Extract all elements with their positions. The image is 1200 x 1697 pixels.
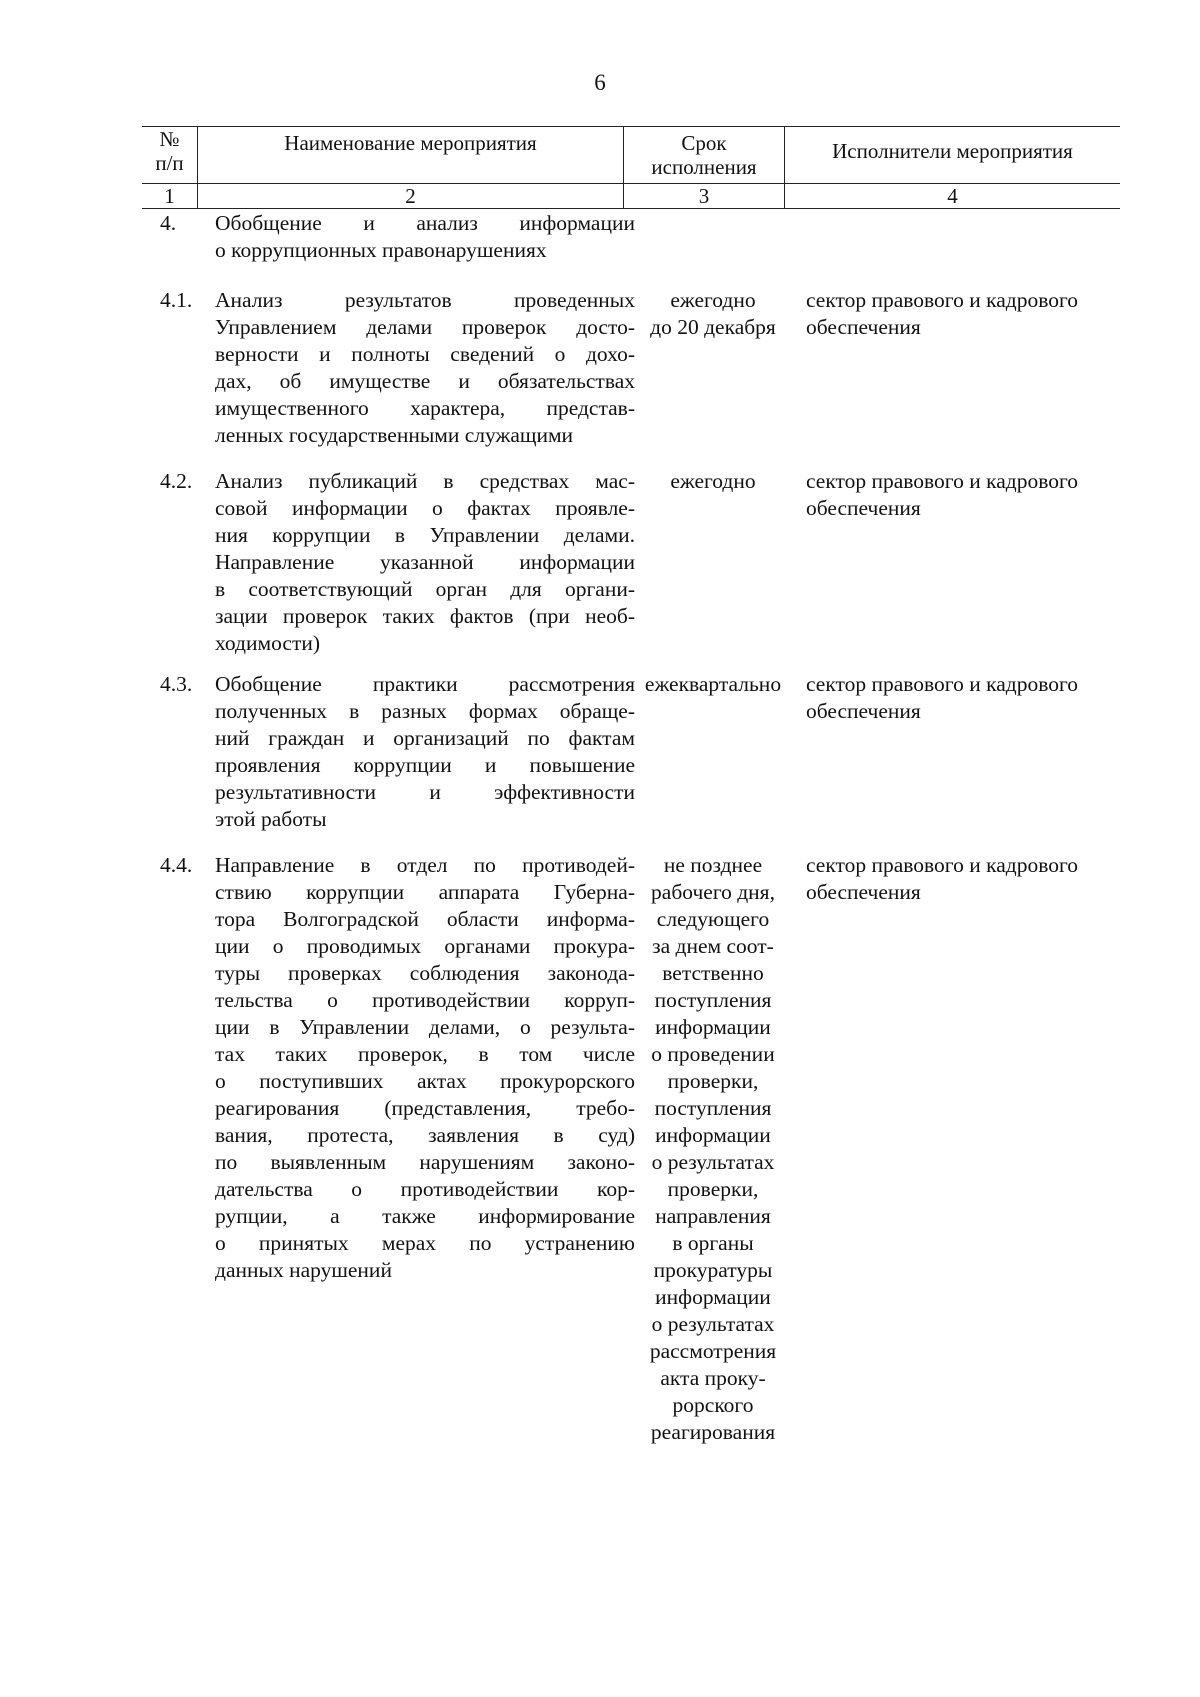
- deadline-line: до 20 декабря: [650, 315, 776, 339]
- activity-name-line: дах, об имуществе и обязательствах: [215, 369, 635, 393]
- row-number: 4.2.: [160, 469, 193, 493]
- activity-name-line: верности и полноты сведений о дохо-: [215, 342, 635, 366]
- activity-name-line: Обобщение практики рассмотрения: [215, 672, 635, 696]
- activity-name-line: Анализ результатов проведенных: [215, 288, 635, 312]
- activity-name-line: рупции, а также информирование: [215, 1204, 635, 1228]
- deadline-line: проверки,: [667, 1177, 759, 1201]
- header-col-name: [198, 127, 624, 184]
- activity-name-line: ции в Управлении делами, о результа-: [215, 1015, 635, 1039]
- activity-name-line: тах таких проверок, в том числе: [215, 1042, 635, 1066]
- activity-name-line: совой информации о фактах проявле-: [215, 496, 635, 520]
- header-colnum-1: 1: [142, 184, 198, 209]
- activity-name-line: в соответствующий орган для органи-: [215, 577, 635, 601]
- deadline-line: за днем соот-: [652, 934, 774, 958]
- executors-line: обеспечения: [806, 699, 921, 723]
- header-col4-label: Исполнители мероприятия: [832, 139, 1073, 163]
- header-col1-line1: №: [159, 127, 180, 151]
- deadline-line: информации: [655, 1285, 771, 1309]
- deadline-line: рабочего дня,: [651, 880, 775, 904]
- executors: [806, 468, 1126, 522]
- activity-name-line: проявления коррупции и повышение: [215, 753, 635, 777]
- executors-line: обеспечения: [806, 315, 921, 339]
- page-number: 6: [594, 70, 606, 95]
- activity-name-line: данных нарушений: [215, 1258, 392, 1282]
- executors-line: обеспечения: [806, 880, 921, 904]
- activity-name-line: по выявленным нарушениям законо-: [215, 1150, 635, 1174]
- header-colnum-3: 3: [624, 184, 785, 209]
- executors: [806, 287, 1126, 341]
- executors: [806, 852, 1126, 906]
- deadline: [633, 671, 793, 698]
- executors-line: сектор правового и кадрового: [806, 672, 1078, 696]
- header-colnum-2: 2: [198, 184, 624, 209]
- activity-name-line: ции о проводимых органами прокура-: [215, 934, 635, 958]
- header-col-executors: [785, 127, 1121, 184]
- deadline-line: ежегодно: [670, 469, 756, 493]
- executors-line: сектор правового и кадрового: [806, 288, 1078, 312]
- deadline-line: ветственно: [662, 961, 764, 985]
- activity-name: [215, 468, 635, 657]
- header-col-term: [624, 127, 785, 184]
- activity-name-line: о принятых мерах по устранению: [215, 1231, 635, 1255]
- activity-name-line: ленных государственными служащими: [215, 423, 574, 447]
- deadline-line: реагирования: [650, 1420, 776, 1444]
- row-number: 4.3.: [160, 672, 193, 696]
- table-header: [142, 126, 1120, 209]
- activity-name-line: тельства о противодействии корруп-: [215, 988, 635, 1012]
- activity-name-line: Анализ публикаций в средствах мас-: [215, 469, 635, 493]
- deadline-line: прокуратуры: [653, 1258, 773, 1282]
- activity-name-line: полученных в разных формах обраще-: [215, 699, 635, 723]
- activity-name-line: туры проверках соблюдения законода-: [215, 961, 635, 985]
- deadline: [633, 852, 793, 1446]
- deadline: [633, 287, 793, 341]
- row-number: 4.1.: [160, 288, 193, 312]
- deadline-line: рорского: [672, 1393, 754, 1417]
- activity-name-line: реагирования (представления, требо-: [215, 1096, 635, 1120]
- activity-name: [215, 287, 635, 449]
- executors-line: сектор правового и кадрового: [806, 469, 1078, 493]
- deadline-line: в органы: [672, 1231, 754, 1255]
- activity-name: [215, 210, 635, 264]
- header-col3-line2: исполнения: [651, 155, 757, 179]
- row-number: 4.: [160, 211, 177, 235]
- activity-name-line: ствию коррупции аппарата Губерна-: [215, 880, 635, 904]
- header-colnum-4: 4: [785, 184, 1121, 209]
- deadline-line: о результатах: [651, 1150, 775, 1174]
- activity-name-line: о коррупционных правонарушениях: [215, 238, 547, 262]
- deadline-line: направления: [655, 1204, 771, 1228]
- activity-name: [215, 852, 635, 1284]
- activity-name-line: Направление в отдел по противодей-: [215, 853, 635, 877]
- activity-name-line: дательства о противодействии кор-: [215, 1177, 635, 1201]
- deadline-line: информации: [655, 1015, 771, 1039]
- row-number: 4.4.: [160, 853, 193, 877]
- deadline-line: акта проку-: [660, 1366, 766, 1390]
- header-col3-line1: Срок: [681, 131, 727, 155]
- deadline-line: информации: [655, 1123, 771, 1147]
- header-col2-label: Наименование мероприятия: [284, 131, 537, 155]
- activity-name-line: этой работы: [215, 807, 327, 831]
- deadline-line: не позднее: [663, 853, 763, 877]
- deadline: [633, 468, 793, 495]
- deadline-line: рассмотрения: [649, 1339, 777, 1363]
- deadline-line: о результатах: [651, 1312, 775, 1336]
- activity-name-line: Направление указанной информации: [215, 550, 635, 574]
- deadline-line: поступления: [654, 988, 772, 1012]
- deadline-line: ежегодно: [670, 288, 756, 312]
- deadline-line: ежеквартально: [644, 672, 782, 696]
- activity-name-line: ния коррупции в Управлении делами.: [215, 523, 635, 547]
- deadline-line: проверки,: [667, 1069, 759, 1093]
- activity-name-line: тора Волгоградской области информа-: [215, 907, 635, 931]
- activity-name-line: о поступивших актах прокурорского: [215, 1069, 635, 1093]
- activity-name-line: ний граждан и организаций по фактам: [215, 726, 635, 750]
- activity-name-line: зации проверок таких фактов (при необ-: [215, 604, 635, 628]
- header-col-number: [142, 127, 198, 184]
- header-col1-line2: п/п: [155, 151, 184, 175]
- activity-name-line: имущественного характера, представ-: [215, 396, 635, 420]
- deadline-line: о проведении: [651, 1042, 775, 1066]
- executors-line: обеспечения: [806, 496, 921, 520]
- activity-name-line: Обобщение и анализ информации: [215, 211, 635, 235]
- executors-line: сектор правового и кадрового: [806, 853, 1078, 877]
- deadline-line: следующего: [656, 907, 770, 931]
- activity-name-line: ходимости): [215, 631, 321, 655]
- activity-name: [215, 671, 635, 833]
- activity-name-line: Управлением делами проверок досто-: [215, 315, 635, 339]
- deadline-line: поступления: [654, 1096, 772, 1120]
- executors: [806, 671, 1126, 725]
- activity-name-line: результативности и эффективности: [215, 780, 635, 804]
- activity-name-line: вания, протеста, заявления в суд): [215, 1123, 635, 1147]
